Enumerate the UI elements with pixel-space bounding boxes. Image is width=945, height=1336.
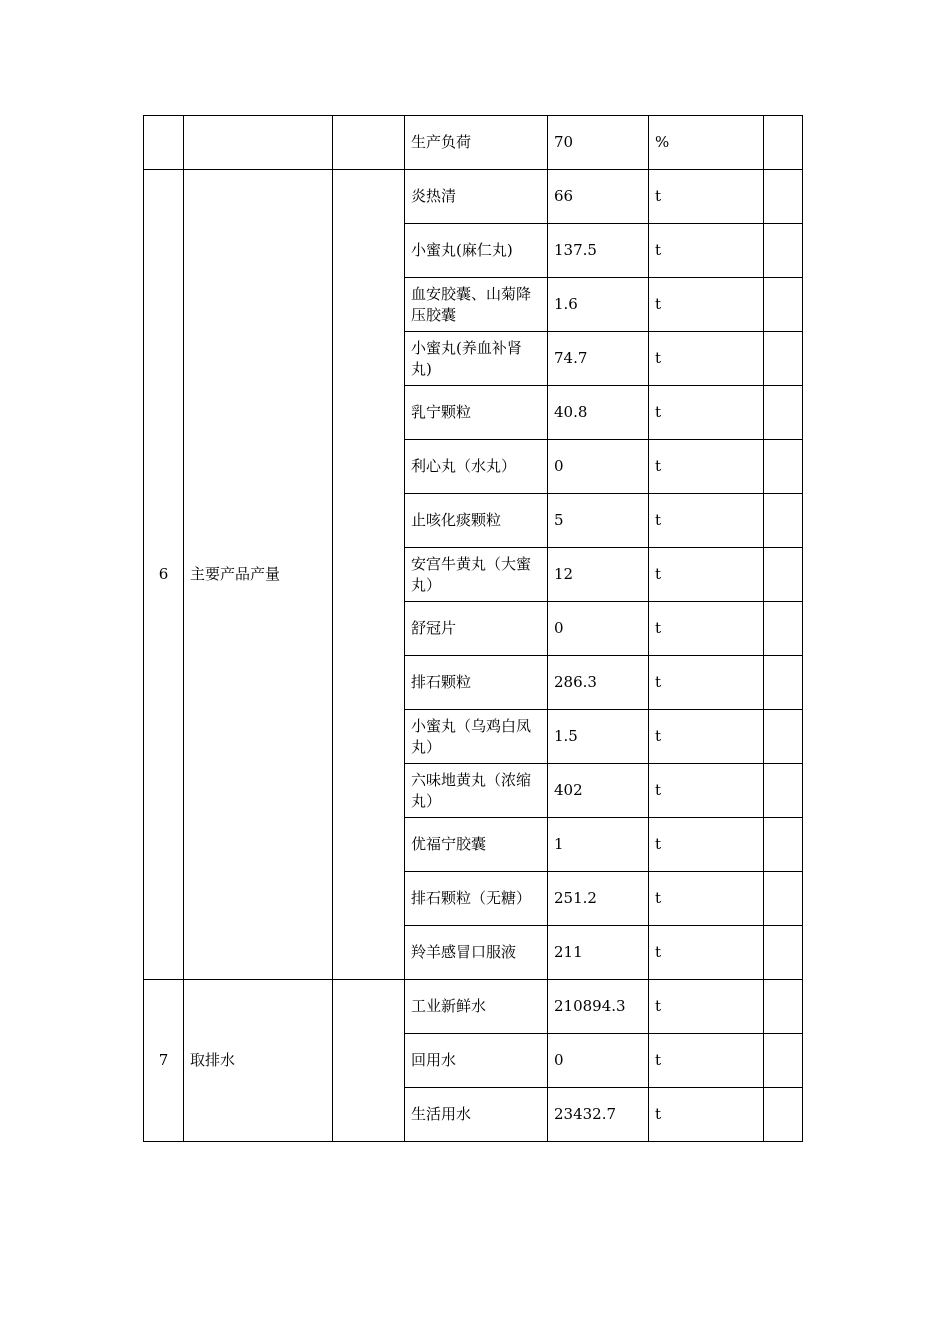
value-cell: 137.5: [548, 224, 649, 278]
value-cell: 66: [548, 170, 649, 224]
value-cell: 211: [548, 926, 649, 980]
remark-cell: [764, 980, 803, 1034]
item-cell: 安宫牛黄丸（大蜜丸）: [405, 548, 548, 602]
remark-cell: [764, 710, 803, 764]
value-cell: 210894.3: [548, 980, 649, 1034]
value-cell: 0: [548, 602, 649, 656]
unit-cell: t: [649, 926, 764, 980]
unit-cell: t: [649, 386, 764, 440]
table-row: [144, 170, 803, 224]
unit-cell: t: [649, 818, 764, 872]
remark-cell: [764, 116, 803, 170]
remark-cell: [764, 278, 803, 332]
item-cell: 小蜜丸(养血补肾丸): [405, 332, 548, 386]
value-cell: 5: [548, 494, 649, 548]
category-cell: 主要产品产量: [184, 170, 333, 980]
unit-cell: t: [649, 440, 764, 494]
row-number: 6: [144, 170, 184, 980]
value-cell: 12: [548, 548, 649, 602]
item-cell: 止咳化痰颗粒: [405, 494, 548, 548]
unit-cell: t: [649, 1088, 764, 1142]
remark-cell: [764, 1034, 803, 1088]
remark-cell: [764, 386, 803, 440]
row-number: [144, 116, 184, 170]
unit-cell: t: [649, 494, 764, 548]
value-cell: 402: [548, 764, 649, 818]
item-cell: 利心丸（水丸）: [405, 440, 548, 494]
remark-cell: [764, 926, 803, 980]
value-cell: 1.5: [548, 710, 649, 764]
remark-cell: [764, 872, 803, 926]
value-cell: 251.2: [548, 872, 649, 926]
value-cell: 40.8: [548, 386, 649, 440]
unit-cell: %: [649, 116, 764, 170]
item-cell: 回用水: [405, 1034, 548, 1088]
remark-cell: [764, 818, 803, 872]
row-number: 7: [144, 980, 184, 1142]
unit-cell: t: [649, 656, 764, 710]
table-row: [144, 980, 803, 1034]
data-table: [143, 115, 803, 1142]
unit-cell: t: [649, 170, 764, 224]
item-cell: 工业新鲜水: [405, 980, 548, 1034]
blank-cell: [333, 980, 405, 1142]
item-cell: 生活用水: [405, 1088, 548, 1142]
value-cell: 74.7: [548, 332, 649, 386]
unit-cell: t: [649, 1034, 764, 1088]
value-cell: 1.6: [548, 278, 649, 332]
category-cell: 取排水: [184, 980, 333, 1142]
unit-cell: t: [649, 548, 764, 602]
item-cell: 生产负荷: [405, 116, 548, 170]
remark-cell: [764, 656, 803, 710]
unit-cell: t: [649, 332, 764, 386]
remark-cell: [764, 332, 803, 386]
table-row: [144, 116, 803, 170]
unit-cell: t: [649, 872, 764, 926]
remark-cell: [764, 1088, 803, 1142]
remark-cell: [764, 494, 803, 548]
category-cell: [184, 116, 333, 170]
item-cell: 六味地黄丸（浓缩丸）: [405, 764, 548, 818]
remark-cell: [764, 170, 803, 224]
remark-cell: [764, 602, 803, 656]
item-cell: 优福宁胶囊: [405, 818, 548, 872]
item-cell: 乳宁颗粒: [405, 386, 548, 440]
value-cell: 286.3: [548, 656, 649, 710]
blank-cell: [333, 170, 405, 980]
item-cell: 小蜜丸(麻仁丸): [405, 224, 548, 278]
value-cell: 1: [548, 818, 649, 872]
remark-cell: [764, 224, 803, 278]
unit-cell: t: [649, 710, 764, 764]
unit-cell: t: [649, 278, 764, 332]
value-cell: 0: [548, 1034, 649, 1088]
blank-cell: [333, 116, 405, 170]
value-cell: 70: [548, 116, 649, 170]
unit-cell: t: [649, 764, 764, 818]
unit-cell: t: [649, 224, 764, 278]
item-cell: 舒冠片: [405, 602, 548, 656]
item-cell: 小蜜丸（乌鸡白凤丸）: [405, 710, 548, 764]
item-cell: 羚羊感冒口服液: [405, 926, 548, 980]
remark-cell: [764, 764, 803, 818]
unit-cell: t: [649, 980, 764, 1034]
remark-cell: [764, 440, 803, 494]
item-cell: 血安胶囊、山菊降压胶囊: [405, 278, 548, 332]
value-cell: 23432.7: [548, 1088, 649, 1142]
remark-cell: [764, 548, 803, 602]
item-cell: 炎热清: [405, 170, 548, 224]
item-cell: 排石颗粒: [405, 656, 548, 710]
unit-cell: t: [649, 602, 764, 656]
value-cell: 0: [548, 440, 649, 494]
item-cell: 排石颗粒（无糖）: [405, 872, 548, 926]
